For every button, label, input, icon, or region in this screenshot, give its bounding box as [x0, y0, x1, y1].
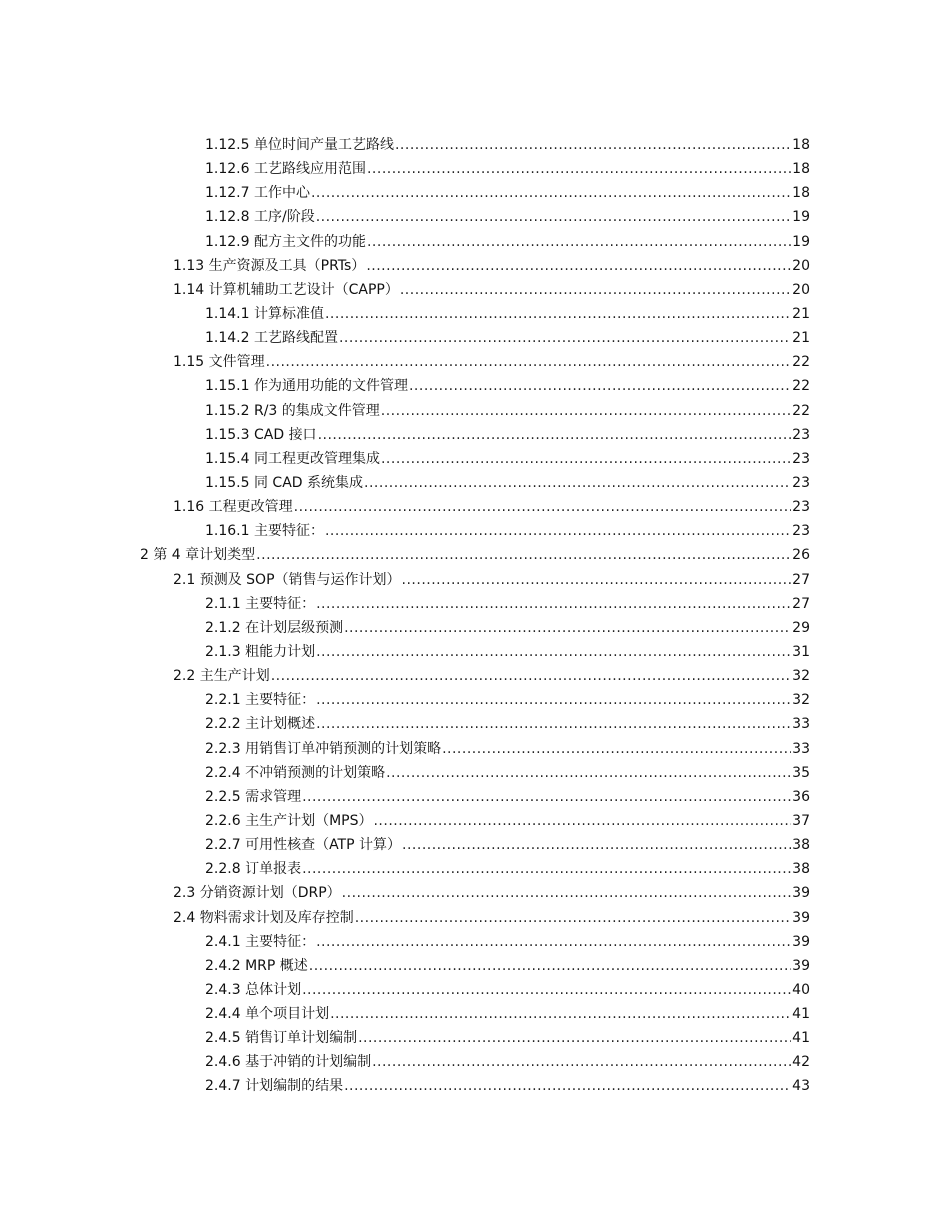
toc-entry[interactable]	[0, 133, 950, 157]
toc-entry[interactable]	[0, 664, 950, 688]
toc-entry-title: 2.1 预测及 SOP（销售与运作计划）	[173, 571, 401, 588]
toc-entry[interactable]	[0, 857, 950, 881]
toc-entry-page-number: 38	[792, 861, 810, 878]
toc-entry-title: 2.1.1 主要特征：	[205, 595, 316, 612]
toc-entry-title: 2.4.5 销售订单计划编制	[205, 1030, 358, 1047]
toc-entry-title: 1.15.5 同 CAD 系统集成	[205, 474, 364, 491]
toc-entry[interactable]	[0, 1050, 950, 1074]
toc-entry-page-number: 23	[792, 474, 810, 491]
toc-entry-title: 2.1.3 粗能力计划	[205, 643, 316, 660]
toc-entry-title: 2.4.1 主要特征：	[205, 933, 316, 950]
toc-entry-page-number: 20	[792, 257, 810, 274]
toc-dot-leader	[316, 592, 791, 616]
toc-entry[interactable]	[0, 495, 950, 519]
toc-entry-title: 2.2.4 不冲销预测的计划策略	[205, 764, 386, 781]
toc-dot-leader	[373, 809, 791, 833]
toc-entry[interactable]	[0, 592, 950, 616]
toc-dot-leader	[358, 1026, 791, 1050]
table-of-contents	[0, 133, 950, 1099]
toc-entry-title: 2.3 分销资源计划（DRP）	[173, 885, 341, 902]
toc-dot-leader	[318, 423, 792, 447]
toc-dot-leader	[316, 688, 791, 712]
toc-entry-title: 1.15.4 同工程更改管理集成	[205, 450, 380, 467]
toc-entry[interactable]	[0, 399, 950, 423]
toc-entry-page-number: 39	[792, 957, 810, 974]
toc-dot-leader	[372, 1050, 791, 1074]
toc-dot-leader	[316, 712, 791, 736]
toc-entry-page-number: 39	[792, 933, 810, 950]
toc-entry-page-number: 32	[792, 692, 810, 709]
toc-entry[interactable]	[0, 1002, 950, 1026]
toc-dot-leader	[367, 230, 791, 254]
toc-entry-title: 2.2.7 可用性核查（ATP 计算）	[205, 837, 402, 854]
toc-entry-page-number: 22	[792, 402, 810, 419]
toc-entry[interactable]	[0, 568, 950, 592]
toc-entry-page-number: 23	[792, 499, 810, 516]
toc-entry-title: 1.15.1 作为通用功能的文件管理	[205, 378, 408, 395]
toc-entry-title: 2.2.6 主生产计划（MPS）	[205, 812, 373, 829]
toc-entry-title: 1.12.9 配方主文件的功能	[205, 233, 366, 250]
toc-entry[interactable]	[0, 785, 950, 809]
toc-entry-title: 2.4.4 单个项目计划	[205, 1006, 330, 1023]
toc-dot-leader	[386, 761, 791, 785]
toc-entry[interactable]	[0, 230, 950, 254]
toc-entry[interactable]	[0, 471, 950, 495]
toc-entry-title: 2.1.2 在计划层级预测	[205, 619, 344, 636]
toc-entry[interactable]	[0, 954, 950, 978]
toc-entry-page-number: 37	[792, 812, 810, 829]
toc-entry-title: 2.4.6 基于冲销的计划编制	[205, 1054, 372, 1071]
toc-entry-page-number: 21	[792, 330, 810, 347]
toc-dot-leader	[294, 495, 792, 519]
toc-entry-title: 1.16 工程更改管理	[173, 499, 293, 516]
toc-entry-page-number: 31	[792, 643, 810, 660]
toc-entry[interactable]	[0, 543, 950, 567]
toc-entry-page-number: 42	[792, 1054, 810, 1071]
toc-dot-leader	[381, 399, 791, 423]
toc-dot-leader	[342, 881, 792, 905]
toc-entry[interactable]	[0, 833, 950, 857]
toc-entry-page-number: 32	[792, 668, 810, 685]
toc-entry[interactable]	[0, 157, 950, 181]
toc-entry-page-number: 33	[792, 740, 810, 757]
toc-entry-title: 1.16.1 主要特征：	[205, 523, 324, 540]
toc-entry-page-number: 26	[792, 547, 810, 564]
toc-entry-page-number: 39	[792, 885, 810, 902]
toc-entry-title: 2.2.3 用销售订单冲销预测的计划策略	[205, 740, 442, 757]
toc-entry[interactable]	[0, 519, 950, 543]
toc-entry-title: 2.2 主生产计划	[173, 668, 270, 685]
toc-entry-page-number: 43	[792, 1078, 810, 1095]
toc-entry[interactable]	[0, 278, 950, 302]
toc-dot-leader	[339, 326, 791, 350]
toc-entry[interactable]	[0, 978, 950, 1002]
toc-entry[interactable]	[0, 302, 950, 326]
toc-entry-title: 1.12.7 工作中心	[205, 185, 310, 202]
toc-entry[interactable]	[0, 737, 950, 761]
toc-entry[interactable]	[0, 1074, 950, 1098]
toc-entry-title: 1.12.8 工序/阶段	[205, 209, 315, 226]
toc-entry-page-number: 19	[792, 209, 810, 226]
toc-entry-page-number: 33	[792, 716, 810, 733]
toc-entry-page-number: 23	[792, 523, 810, 540]
toc-dot-leader	[330, 1002, 791, 1026]
toc-dot-leader	[402, 833, 791, 857]
toc-entry-page-number: 22	[792, 354, 810, 371]
toc-entry-title: 1.15.3 CAD 接口	[205, 426, 317, 443]
toc-dot-leader	[344, 1074, 791, 1098]
toc-dot-leader	[400, 278, 791, 302]
toc-entry-page-number: 22	[792, 378, 810, 395]
toc-dot-leader	[302, 785, 791, 809]
toc-entry-page-number: 40	[792, 981, 810, 998]
toc-dot-leader	[364, 471, 791, 495]
toc-dot-leader	[395, 133, 791, 157]
toc-entry-title: 1.15 文件管理	[173, 354, 265, 371]
toc-dot-leader	[381, 447, 791, 471]
toc-entry[interactable]	[0, 761, 950, 785]
toc-entry-page-number: 18	[792, 185, 810, 202]
toc-entry[interactable]	[0, 374, 950, 398]
toc-entry-page-number: 41	[792, 1030, 810, 1047]
toc-entry[interactable]	[0, 423, 950, 447]
toc-dot-leader	[302, 978, 791, 1002]
toc-dot-leader	[402, 568, 792, 592]
toc-dot-leader	[366, 254, 791, 278]
toc-entry[interactable]	[0, 930, 950, 954]
toc-dot-leader	[271, 664, 791, 688]
toc-dot-leader	[302, 857, 791, 881]
toc-entry-page-number: 38	[792, 837, 810, 854]
toc-dot-leader	[325, 519, 791, 543]
toc-entry[interactable]	[0, 640, 950, 664]
toc-entry-title: 1.14.2 工艺路线配置	[205, 330, 338, 347]
toc-entry-page-number: 20	[792, 281, 810, 298]
toc-entry-page-number: 23	[792, 450, 810, 467]
toc-entry-page-number: 27	[792, 571, 810, 588]
toc-entry[interactable]	[0, 712, 950, 736]
toc-entry-title: 2.2.8 订单报表	[205, 861, 302, 878]
toc-entry-title: 1.14.1 计算标准值	[205, 305, 324, 322]
toc-dot-leader	[316, 930, 791, 954]
toc-entry-page-number: 19	[792, 233, 810, 250]
toc-dot-leader	[344, 616, 791, 640]
toc-entry-page-number: 41	[792, 1006, 810, 1023]
toc-dot-leader	[316, 205, 791, 229]
toc-entry[interactable]	[0, 447, 950, 471]
toc-entry-title: 1.13 生产资源及工具（PRTs）	[173, 257, 366, 274]
toc-entry-title: 2.2.2 主计划概述	[205, 716, 316, 733]
toc-entry[interactable]	[0, 616, 950, 640]
toc-entry-page-number: 18	[792, 161, 810, 178]
toc-entry-title: 1.12.6 工艺路线应用范围	[205, 161, 366, 178]
toc-entry-title: 2.2.1 主要特征：	[205, 692, 316, 709]
toc-entry-page-number: 39	[792, 909, 810, 926]
toc-entry[interactable]	[0, 1026, 950, 1050]
toc-entry-page-number: 21	[792, 305, 810, 322]
toc-entry[interactable]	[0, 326, 950, 350]
toc-entry-title: 2.2.5 需求管理	[205, 788, 302, 805]
toc-entry-title: 2.4.3 总体计划	[205, 981, 302, 998]
toc-entry-page-number: 29	[792, 619, 810, 636]
toc-dot-leader	[266, 350, 792, 374]
toc-dot-leader	[311, 181, 791, 205]
toc-entry-title: 1.14 计算机辅助工艺设计（CAPP）	[173, 281, 399, 298]
toc-entry-page-number: 35	[792, 764, 810, 781]
toc-dot-leader	[442, 737, 791, 761]
toc-entry-title: 1.15.2 R/3 的集成文件管理	[205, 402, 380, 419]
toc-entry[interactable]	[0, 205, 950, 229]
toc-entry-title: 1.12.5 单位时间产量工艺路线	[205, 137, 394, 153]
toc-entry[interactable]	[0, 809, 950, 833]
toc-dot-leader	[309, 954, 791, 978]
toc-entry-title: 2.4 物料需求计划及库存控制	[173, 909, 354, 926]
toc-entry-title: 2 第 4 章计划类型	[140, 547, 256, 564]
toc-dot-leader	[325, 302, 791, 326]
toc-dot-leader	[316, 640, 791, 664]
toc-entry[interactable]	[0, 881, 950, 905]
toc-entry-page-number: 18	[792, 137, 810, 153]
toc-entry[interactable]	[0, 688, 950, 712]
toc-dot-leader	[367, 157, 791, 181]
toc-entry[interactable]	[0, 181, 950, 205]
toc-entry-title: 2.4.7 计划编制的结果	[205, 1078, 344, 1095]
toc-entry-page-number: 27	[792, 595, 810, 612]
toc-dot-leader	[355, 906, 791, 930]
toc-entry-title: 2.4.2 MRP 概述	[205, 957, 308, 974]
toc-entry[interactable]	[0, 254, 950, 278]
toc-dot-leader	[256, 543, 791, 567]
toc-dot-leader	[409, 374, 791, 398]
toc-entry[interactable]	[0, 906, 950, 930]
toc-entry[interactable]	[0, 350, 950, 374]
toc-entry-page-number: 36	[792, 788, 810, 805]
toc-entry-page-number: 23	[792, 426, 810, 443]
